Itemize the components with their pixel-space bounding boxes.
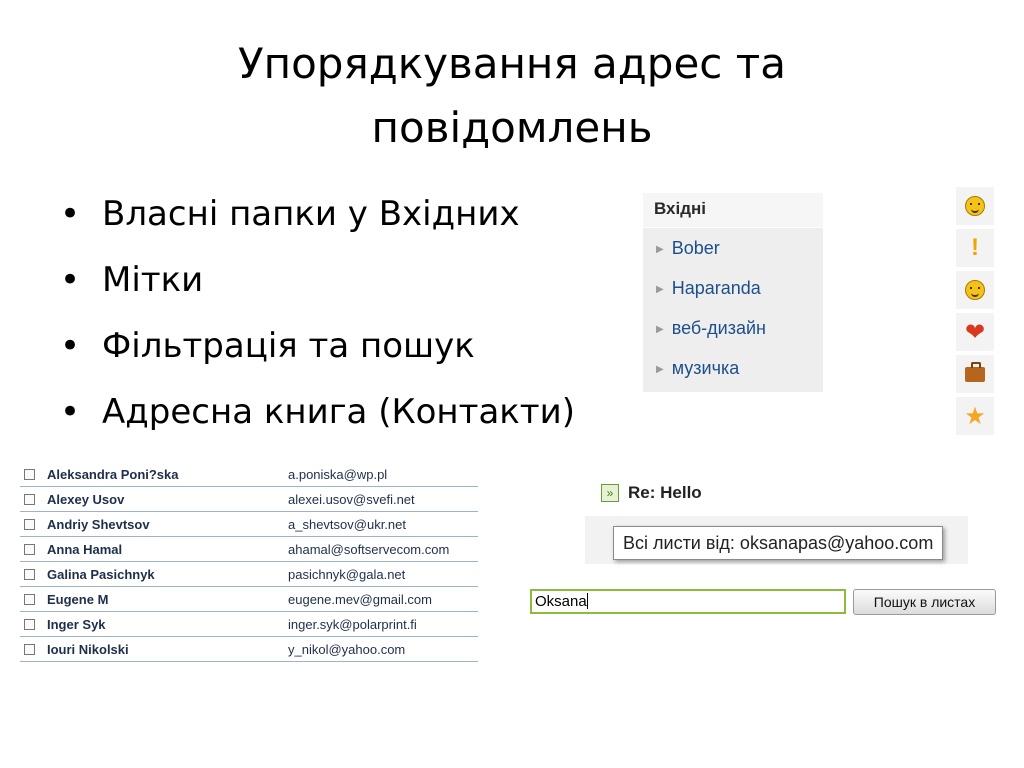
triangle-right-icon: ▶ (656, 284, 664, 295)
bullet-item (58, 252, 575, 318)
folder-item-bober[interactable] (643, 228, 823, 268)
bullet-text: Фільтрація та пошук (102, 326, 475, 366)
search-input-value: Oksana (535, 593, 587, 610)
smiley-icon (965, 196, 985, 216)
contact-name[interactable]: Andriy Shevtsov (47, 516, 150, 532)
folder-item-haparanda[interactable] (643, 268, 823, 308)
folders-header[interactable]: Вхідні (643, 193, 823, 228)
bullet-dot: • (60, 392, 81, 432)
exclamation-icon: ! (971, 234, 979, 261)
folder-label: музичка (671, 358, 740, 378)
sender-tooltip[interactable]: Всі листи від: oksanapas@yahoo.com (613, 526, 943, 560)
contact-email[interactable]: a.poniska@wp.pl (288, 466, 388, 482)
search-mail-button[interactable]: Пошук в листах (853, 589, 996, 615)
contact-email[interactable]: y_nikol@yahoo.com (288, 641, 406, 657)
row-checkbox[interactable] (24, 494, 35, 505)
triangle-right-icon: ▶ (656, 364, 664, 375)
double-arrow-icon: » (601, 484, 619, 502)
bullet-list (58, 186, 575, 450)
contact-name[interactable]: Galina Pasichnyk (47, 566, 155, 582)
label-icons-column (956, 187, 994, 439)
folder-item-web-design[interactable] (643, 308, 823, 348)
label-heart[interactable] (956, 313, 994, 355)
bullet-item (58, 186, 575, 252)
inbox-folders-panel (643, 193, 823, 392)
search-input[interactable] (530, 589, 846, 614)
table-row[interactable] (20, 562, 478, 587)
folder-label: веб-дизайн (671, 318, 766, 338)
label-important[interactable] (956, 229, 994, 271)
contact-email[interactable]: ahamal@softservecom.com (288, 541, 450, 557)
bullet-item (58, 384, 575, 450)
table-row[interactable] (20, 587, 478, 612)
table-row[interactable] (20, 512, 478, 537)
folder-item-music[interactable] (643, 348, 823, 388)
table-row[interactable] (20, 487, 478, 512)
contact-email[interactable]: a_shevtsov@ukr.net (288, 516, 406, 532)
row-checkbox[interactable] (24, 569, 35, 580)
bullet-text: Власні папки у Вхідних (102, 194, 520, 234)
smiley-icon (965, 280, 985, 300)
row-checkbox[interactable] (24, 619, 35, 630)
contact-name[interactable]: Inger Syk (47, 616, 106, 632)
contact-email[interactable]: eugene.mev@gmail.com (288, 591, 432, 607)
table-row[interactable] (20, 612, 478, 637)
star-icon: ★ (964, 402, 986, 430)
row-checkbox[interactable] (24, 594, 35, 605)
heart-icon: ❤ (964, 318, 986, 346)
row-checkbox[interactable] (24, 519, 35, 530)
triangle-right-icon: ▶ (656, 244, 664, 255)
bullet-text: Мітки (102, 260, 204, 300)
bullet-dot: • (60, 260, 81, 300)
table-row[interactable] (20, 537, 478, 562)
bullet-item (58, 318, 575, 384)
label-smiley[interactable] (956, 187, 994, 229)
label-smiley-2[interactable] (956, 271, 994, 313)
row-checkbox[interactable] (24, 644, 35, 655)
folder-label: Haparanda (671, 278, 761, 298)
slide-title-line2: повідомлень (371, 103, 653, 152)
bullet-dot: • (60, 326, 81, 366)
label-star[interactable] (956, 397, 994, 439)
contact-email[interactable]: inger.syk@polarprint.fi (288, 616, 417, 632)
slide-title (0, 32, 1024, 160)
contacts-table (20, 462, 478, 662)
folder-label: Bober (671, 238, 720, 258)
contact-email[interactable]: alexei.usov@svefi.net (288, 491, 415, 507)
label-briefcase[interactable] (956, 355, 994, 397)
bullet-dot: • (60, 194, 81, 234)
slide-title-line1: Упорядкування адрес та (238, 39, 786, 88)
contact-email[interactable]: pasichnyk@gala.net (288, 566, 406, 582)
triangle-right-icon: ▶ (656, 324, 664, 335)
contact-name[interactable]: Aleksandra Poni?ska (47, 466, 179, 482)
contact-name[interactable]: Iouri Nikolski (47, 641, 129, 657)
contact-name[interactable]: Anna Hamal (47, 541, 123, 557)
row-checkbox[interactable] (24, 544, 35, 555)
bullet-text: Адресна книга (Контакти) (102, 392, 575, 432)
row-checkbox[interactable] (24, 469, 35, 480)
contact-name[interactable]: Alexey Usov (47, 491, 125, 507)
table-row[interactable] (20, 462, 478, 487)
contact-name[interactable]: Eugene M (47, 591, 109, 607)
briefcase-icon (965, 367, 985, 382)
text-caret (587, 593, 588, 609)
message-subject[interactable]: Re: Hello (628, 483, 702, 502)
table-row[interactable] (20, 637, 478, 662)
message-subject-row[interactable] (601, 483, 702, 503)
